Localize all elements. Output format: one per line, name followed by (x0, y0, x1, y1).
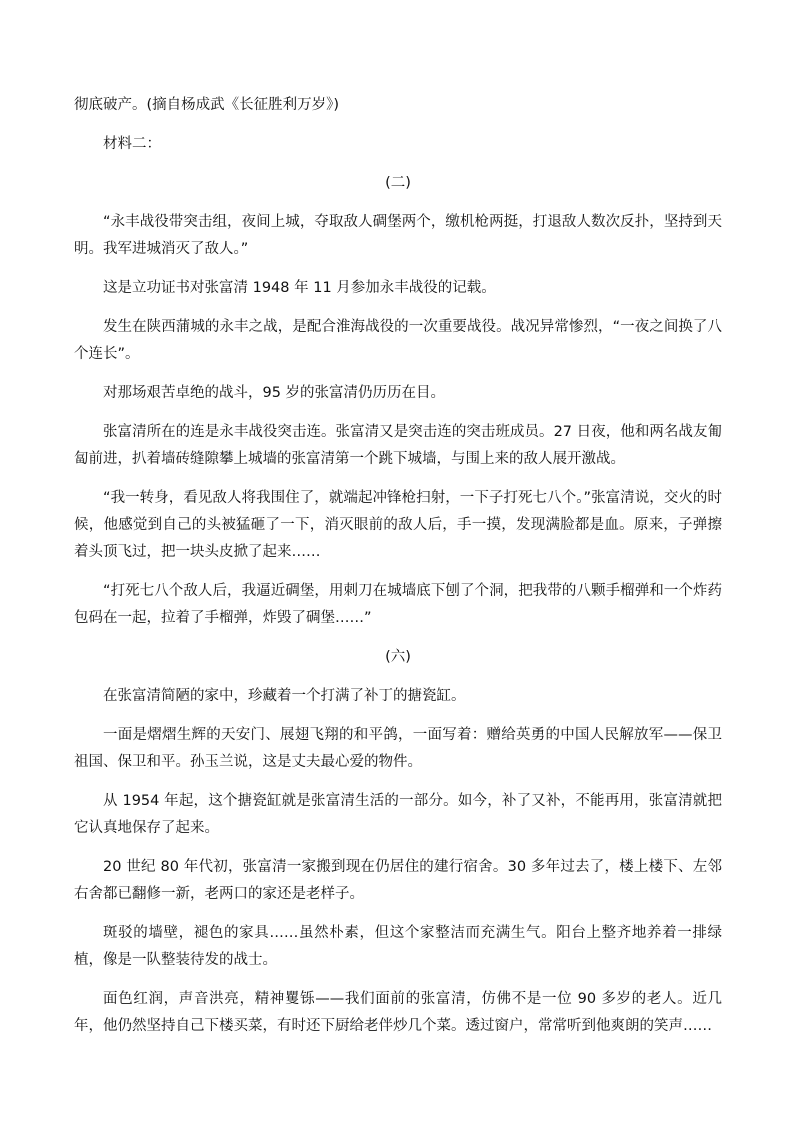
paragraph-injury-account: “我一转身，看见敌人将我围住了，就端起冲锋枪扫射，一下子打死七八个。”张富清说，交火的时候，他感觉到自己的头被猛砸了一下，消灭眼前的敌人后，手一摸，发现满脸都是血。原来，子弹擦着头顶飞过，把一块头皮掀了起来…… (74, 490, 722, 560)
paragraph-battle-context: 发生在陕西蒲城的永丰之战，是配合淮海战役的一次重要战役。战况异常惨烈，“一夜之间换了八个连长”。 (74, 319, 722, 362)
section-heading-two: (二) (385, 175, 411, 191)
paragraph-cup-history: 从 1954 年起，这个搪瓷缸就是张富清生活的一部分。如今，补了又补，不能再用，张富清就把它认真地保存了起来。 (74, 793, 722, 836)
paragraph-home-description: 斑驳的墙壁，褪色的家具……虽然朴素，但这个家整洁而充满生气。阳台上整齐地养着一排绿植，像是一队整装待发的战士。 (74, 925, 722, 968)
paragraph-enamel-cup: 在张富清简陋的家中，珍藏着一个打满了补丁的搪瓷缸。 (103, 688, 466, 704)
paragraph-residence: 20 世纪 80 年代初，张富清一家搬到现在仍居住的建行宿舍。30 多年过去了，楼上楼下、左邻右舍都已翻修一新，老两口的家还是老样子。 (74, 859, 722, 902)
section-heading-six: (六) (385, 649, 411, 665)
paragraph-source-citation: 彻底破产。(摘自杨成武《长征胜利万岁》) (74, 97, 340, 113)
paragraph-health: 面色红润，声音洪亮，精神矍铄——我们面前的张富清，仿佛不是一位 90 多岁的老人。近几年，他仍然坚持自己下楼买菜，有时还下厨给老伴炒几个菜。透过窗户，常常听到他爽朗的笑声…… (74, 991, 722, 1034)
paragraph-bunker-account: “打死七八个敌人后，我逼近碉堡，用刺刀在城墙底下刨了个洞，把我带的八颗手榴弹和一个炸药包码在一起，拉着了手榴弹，炸毁了碉堡……” (74, 583, 722, 626)
paragraph-assault-company: 张富清所在的连是永丰战役突击连。张富清又是突击连的突击班成员。27 日夜，他和两名战友匍匐前进，扒着墙砖缝隙攀上城墙的张富清第一个跳下城墙，与围上来的敌人展开激战。 (74, 424, 722, 467)
paragraph-memory: 对那场艰苦卓绝的战斗，95 岁的张富清仍历历在目。 (103, 385, 446, 401)
paragraph-cup-description: 一面是熠熠生辉的天安门、展翅飞翔的和平鸽，一面写着：赠给英勇的中国人民解放军——保卫祖国、保卫和平。孙玉兰说，这是丈夫最心爱的物件。 (74, 727, 722, 770)
paragraph-material-label: 材料二： (103, 136, 161, 152)
paragraph-certificate-note: 这是立功证书对张富清 1948 年 11 月参加永丰战役的记载。 (103, 280, 496, 296)
document-page (74, 92, 722, 1052)
paragraph-certificate-quote: “永丰战役带突击组，夜间上城，夺取敌人碉堡两个，缴机枪两挺，打退敌人数次反扑，坚持到天明。我军进城消灭了敌人。” (74, 214, 722, 257)
